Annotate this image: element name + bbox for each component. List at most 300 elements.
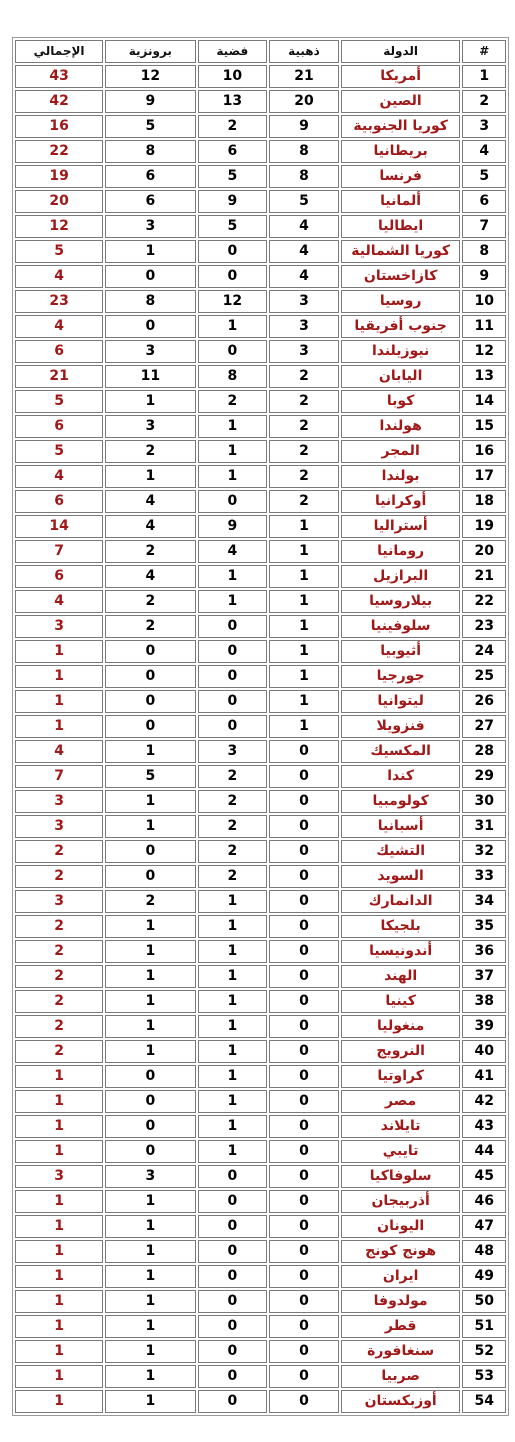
rank-cell: 23 xyxy=(462,615,506,638)
bronze-cell: 0 xyxy=(105,640,195,663)
total-cell: 1 xyxy=(15,640,103,663)
table-row xyxy=(15,1015,506,1038)
table-row xyxy=(15,440,506,463)
gold-cell: 0 xyxy=(269,1115,339,1138)
table-row xyxy=(15,940,506,963)
rank-cell: 30 xyxy=(462,790,506,813)
country-cell: قطر xyxy=(341,1315,461,1338)
gold-cell: 1 xyxy=(269,540,339,563)
country-cell: بيلاروسيا xyxy=(341,590,461,613)
bronze-cell: 0 xyxy=(105,1090,195,1113)
silver-cell: 0 xyxy=(198,1340,268,1363)
gold-cell: 0 xyxy=(269,1365,339,1388)
silver-cell: 1 xyxy=(198,590,268,613)
silver-cell: 2 xyxy=(198,865,268,888)
total-cell: 23 xyxy=(15,290,103,313)
table-row xyxy=(15,1265,506,1288)
gold-cell: 1 xyxy=(269,690,339,713)
silver-cell: 0 xyxy=(198,1390,268,1413)
rank-cell: 24 xyxy=(462,640,506,663)
silver-cell: 9 xyxy=(198,515,268,538)
silver-cell: 0 xyxy=(198,1290,268,1313)
bronze-cell: 1 xyxy=(105,815,195,838)
total-cell: 43 xyxy=(15,65,103,88)
country-cell: كندا xyxy=(341,765,461,788)
header-silver: فضية xyxy=(198,40,268,63)
total-cell: 22 xyxy=(15,140,103,163)
gold-cell: 3 xyxy=(269,315,339,338)
silver-cell: 5 xyxy=(198,165,268,188)
gold-cell: 4 xyxy=(269,240,339,263)
total-cell: 3 xyxy=(15,815,103,838)
gold-cell: 0 xyxy=(269,1140,339,1163)
country-cell: النرويج xyxy=(341,1040,461,1063)
silver-cell: 0 xyxy=(198,1215,268,1238)
total-cell: 5 xyxy=(15,390,103,413)
table-row xyxy=(15,65,506,88)
bronze-cell: 0 xyxy=(105,315,195,338)
total-cell: 6 xyxy=(15,565,103,588)
country-cell: أوكرانيا xyxy=(341,490,461,513)
table-row xyxy=(15,715,506,738)
total-cell: 1 xyxy=(15,715,103,738)
table-row xyxy=(15,740,506,763)
silver-cell: 4 xyxy=(198,540,268,563)
total-cell: 4 xyxy=(15,465,103,488)
gold-cell: 0 xyxy=(269,965,339,988)
total-cell: 1 xyxy=(15,665,103,688)
rank-cell: 6 xyxy=(462,190,506,213)
bronze-cell: 0 xyxy=(105,265,195,288)
total-cell: 2 xyxy=(15,1015,103,1038)
bronze-cell: 1 xyxy=(105,915,195,938)
gold-cell: 1 xyxy=(269,615,339,638)
table-row xyxy=(15,340,506,363)
table-row xyxy=(15,815,506,838)
silver-cell: 0 xyxy=(198,615,268,638)
table-row xyxy=(15,115,506,138)
bronze-cell: 1 xyxy=(105,965,195,988)
silver-cell: 1 xyxy=(198,415,268,438)
total-cell: 4 xyxy=(15,590,103,613)
gold-cell: 0 xyxy=(269,890,339,913)
country-cell: التشيك xyxy=(341,840,461,863)
country-cell: ايطاليا xyxy=(341,215,461,238)
table-row xyxy=(15,265,506,288)
gold-cell: 0 xyxy=(269,1190,339,1213)
country-cell: نيوزيلندا xyxy=(341,340,461,363)
rank-cell: 45 xyxy=(462,1165,506,1188)
total-cell: 1 xyxy=(15,1190,103,1213)
bronze-cell: 3 xyxy=(105,415,195,438)
table-row xyxy=(15,615,506,638)
total-cell: 7 xyxy=(15,765,103,788)
country-cell: صربيا xyxy=(341,1365,461,1388)
silver-cell: 1 xyxy=(198,1140,268,1163)
bronze-cell: 6 xyxy=(105,190,195,213)
total-cell: 2 xyxy=(15,840,103,863)
country-cell: منغوليا xyxy=(341,1015,461,1038)
bronze-cell: 9 xyxy=(105,90,195,113)
country-cell: أمريكا xyxy=(341,65,461,88)
bronze-cell: 2 xyxy=(105,615,195,638)
total-cell: 1 xyxy=(15,1265,103,1288)
silver-cell: 1 xyxy=(198,890,268,913)
bronze-cell: 8 xyxy=(105,290,195,313)
silver-cell: 1 xyxy=(198,440,268,463)
table-row xyxy=(15,915,506,938)
gold-cell: 5 xyxy=(269,190,339,213)
table-row xyxy=(15,465,506,488)
country-cell: هولندا xyxy=(341,415,461,438)
bronze-cell: 0 xyxy=(105,715,195,738)
rank-cell: 18 xyxy=(462,490,506,513)
bronze-cell: 3 xyxy=(105,1165,195,1188)
bronze-cell: 0 xyxy=(105,1065,195,1088)
country-cell: تايلاند xyxy=(341,1115,461,1138)
total-cell: 2 xyxy=(15,865,103,888)
country-cell: المجر xyxy=(341,440,461,463)
bronze-cell: 1 xyxy=(105,1215,195,1238)
country-cell: كوريا الجنوبية xyxy=(341,115,461,138)
gold-cell: 9 xyxy=(269,115,339,138)
table-row xyxy=(15,1040,506,1063)
rank-cell: 4 xyxy=(462,140,506,163)
rank-cell: 29 xyxy=(462,765,506,788)
bronze-cell: 1 xyxy=(105,940,195,963)
rank-cell: 32 xyxy=(462,840,506,863)
country-cell: سلوفينيا xyxy=(341,615,461,638)
gold-cell: 0 xyxy=(269,1065,339,1088)
silver-cell: 9 xyxy=(198,190,268,213)
total-cell: 1 xyxy=(15,1365,103,1388)
rank-cell: 42 xyxy=(462,1090,506,1113)
total-cell: 5 xyxy=(15,240,103,263)
rank-cell: 52 xyxy=(462,1340,506,1363)
table-row xyxy=(15,315,506,338)
bronze-cell: 1 xyxy=(105,790,195,813)
table-row xyxy=(15,765,506,788)
country-cell: مصر xyxy=(341,1090,461,1113)
gold-cell: 3 xyxy=(269,290,339,313)
rank-cell: 2 xyxy=(462,90,506,113)
table-row xyxy=(15,490,506,513)
table-row xyxy=(15,215,506,238)
rank-cell: 34 xyxy=(462,890,506,913)
gold-cell: 1 xyxy=(269,665,339,688)
country-cell: السويد xyxy=(341,865,461,888)
table-body xyxy=(15,65,506,1413)
gold-cell: 0 xyxy=(269,1290,339,1313)
gold-cell: 1 xyxy=(269,715,339,738)
gold-cell: 0 xyxy=(269,1215,339,1238)
country-cell: كوبا xyxy=(341,390,461,413)
gold-cell: 2 xyxy=(269,465,339,488)
rank-cell: 51 xyxy=(462,1315,506,1338)
silver-cell: 1 xyxy=(198,315,268,338)
silver-cell: 5 xyxy=(198,215,268,238)
table-row xyxy=(15,140,506,163)
country-cell: كازاخستان xyxy=(341,265,461,288)
bronze-cell: 1 xyxy=(105,740,195,763)
bronze-cell: 12 xyxy=(105,65,195,88)
total-cell: 3 xyxy=(15,615,103,638)
bronze-cell: 1 xyxy=(105,1240,195,1263)
bronze-cell: 2 xyxy=(105,540,195,563)
table-row xyxy=(15,1190,506,1213)
rank-cell: 39 xyxy=(462,1015,506,1038)
total-cell: 12 xyxy=(15,215,103,238)
silver-cell: 2 xyxy=(198,815,268,838)
gold-cell: 0 xyxy=(269,1165,339,1188)
silver-cell: 1 xyxy=(198,565,268,588)
rank-cell: 37 xyxy=(462,965,506,988)
country-cell: كوريا الشمالية xyxy=(341,240,461,263)
table-row xyxy=(15,690,506,713)
rank-cell: 27 xyxy=(462,715,506,738)
table-row xyxy=(15,640,506,663)
country-cell: ليتوانيا xyxy=(341,690,461,713)
bronze-cell: 0 xyxy=(105,665,195,688)
bronze-cell: 8 xyxy=(105,140,195,163)
country-cell: أذربيجان xyxy=(341,1190,461,1213)
table-row xyxy=(15,90,506,113)
total-cell: 1 xyxy=(15,1065,103,1088)
total-cell: 1 xyxy=(15,690,103,713)
silver-cell: 2 xyxy=(198,115,268,138)
total-cell: 1 xyxy=(15,1215,103,1238)
country-cell: الصين xyxy=(341,90,461,113)
silver-cell: 0 xyxy=(198,1165,268,1188)
country-cell: كراوتيا xyxy=(341,1065,461,1088)
rank-cell: 19 xyxy=(462,515,506,538)
table-row xyxy=(15,1365,506,1388)
header-rank: # xyxy=(462,40,506,63)
table-row xyxy=(15,865,506,888)
silver-cell: 6 xyxy=(198,140,268,163)
header-total: الإجمالي xyxy=(15,40,103,63)
bronze-cell: 5 xyxy=(105,765,195,788)
total-cell: 14 xyxy=(15,515,103,538)
total-cell: 1 xyxy=(15,1340,103,1363)
country-cell: كولومبيا xyxy=(341,790,461,813)
table-row xyxy=(15,1390,506,1413)
silver-cell: 1 xyxy=(198,940,268,963)
gold-cell: 20 xyxy=(269,90,339,113)
gold-cell: 0 xyxy=(269,1040,339,1063)
rank-cell: 16 xyxy=(462,440,506,463)
total-cell: 5 xyxy=(15,440,103,463)
country-cell: جنوب أفريقيا xyxy=(341,315,461,338)
table-row xyxy=(15,565,506,588)
country-cell: كينيا xyxy=(341,990,461,1013)
silver-cell: 0 xyxy=(198,490,268,513)
table-row xyxy=(15,1090,506,1113)
bronze-cell: 1 xyxy=(105,1365,195,1388)
rank-cell: 8 xyxy=(462,240,506,263)
table-row xyxy=(15,540,506,563)
silver-cell: 2 xyxy=(198,765,268,788)
rank-cell: 1 xyxy=(462,65,506,88)
bronze-cell: 1 xyxy=(105,1340,195,1363)
country-cell: أسبانيا xyxy=(341,815,461,838)
table-row xyxy=(15,1215,506,1238)
total-cell: 6 xyxy=(15,490,103,513)
total-cell: 4 xyxy=(15,740,103,763)
bronze-cell: 3 xyxy=(105,215,195,238)
total-cell: 16 xyxy=(15,115,103,138)
gold-cell: 0 xyxy=(269,865,339,888)
silver-cell: 8 xyxy=(198,365,268,388)
table-row xyxy=(15,1065,506,1088)
gold-cell: 0 xyxy=(269,1340,339,1363)
gold-cell: 2 xyxy=(269,415,339,438)
rank-cell: 17 xyxy=(462,465,506,488)
rank-cell: 3 xyxy=(462,115,506,138)
bronze-cell: 1 xyxy=(105,1390,195,1413)
gold-cell: 1 xyxy=(269,565,339,588)
total-cell: 1 xyxy=(15,1090,103,1113)
table-row xyxy=(15,290,506,313)
silver-cell: 2 xyxy=(198,840,268,863)
silver-cell: 2 xyxy=(198,390,268,413)
total-cell: 4 xyxy=(15,315,103,338)
silver-cell: 12 xyxy=(198,290,268,313)
silver-cell: 2 xyxy=(198,790,268,813)
total-cell: 2 xyxy=(15,965,103,988)
country-cell: اليابان xyxy=(341,365,461,388)
gold-cell: 0 xyxy=(269,1090,339,1113)
bronze-cell: 1 xyxy=(105,1190,195,1213)
rank-cell: 12 xyxy=(462,340,506,363)
bronze-cell: 2 xyxy=(105,890,195,913)
table-row xyxy=(15,990,506,1013)
gold-cell: 0 xyxy=(269,840,339,863)
bronze-cell: 1 xyxy=(105,240,195,263)
bronze-cell: 1 xyxy=(105,990,195,1013)
country-cell: ايران xyxy=(341,1265,461,1288)
rank-cell: 49 xyxy=(462,1265,506,1288)
silver-cell: 1 xyxy=(198,465,268,488)
gold-cell: 2 xyxy=(269,490,339,513)
table-row xyxy=(15,590,506,613)
rank-cell: 44 xyxy=(462,1140,506,1163)
table-row xyxy=(15,365,506,388)
gold-cell: 0 xyxy=(269,1265,339,1288)
table-row xyxy=(15,1290,506,1313)
country-cell: الهند xyxy=(341,965,461,988)
silver-cell: 0 xyxy=(198,340,268,363)
silver-cell: 10 xyxy=(198,65,268,88)
country-cell: فرنسا xyxy=(341,165,461,188)
bronze-cell: 1 xyxy=(105,390,195,413)
country-cell: بريطانيا xyxy=(341,140,461,163)
gold-cell: 1 xyxy=(269,590,339,613)
silver-cell: 1 xyxy=(198,1015,268,1038)
bronze-cell: 0 xyxy=(105,840,195,863)
bronze-cell: 1 xyxy=(105,1015,195,1038)
rank-cell: 14 xyxy=(462,390,506,413)
rank-cell: 40 xyxy=(462,1040,506,1063)
country-cell: أوزبكستان xyxy=(341,1390,461,1413)
gold-cell: 2 xyxy=(269,440,339,463)
country-cell: هونج كونج xyxy=(341,1240,461,1263)
header-country: الدولة xyxy=(341,40,461,63)
rank-cell: 50 xyxy=(462,1290,506,1313)
total-cell: 2 xyxy=(15,990,103,1013)
header-gold: ذهبية xyxy=(269,40,339,63)
gold-cell: 1 xyxy=(269,515,339,538)
rank-cell: 9 xyxy=(462,265,506,288)
total-cell: 4 xyxy=(15,265,103,288)
silver-cell: 0 xyxy=(198,690,268,713)
silver-cell: 1 xyxy=(198,1040,268,1063)
silver-cell: 0 xyxy=(198,1190,268,1213)
rank-cell: 35 xyxy=(462,915,506,938)
country-cell: سنغافورة xyxy=(341,1340,461,1363)
silver-cell: 0 xyxy=(198,715,268,738)
bronze-cell: 1 xyxy=(105,465,195,488)
gold-cell: 0 xyxy=(269,740,339,763)
total-cell: 21 xyxy=(15,365,103,388)
gold-cell: 0 xyxy=(269,1315,339,1338)
gold-cell: 0 xyxy=(269,990,339,1013)
gold-cell: 4 xyxy=(269,265,339,288)
total-cell: 6 xyxy=(15,415,103,438)
bronze-cell: 5 xyxy=(105,115,195,138)
rank-cell: 33 xyxy=(462,865,506,888)
rank-cell: 38 xyxy=(462,990,506,1013)
silver-cell: 1 xyxy=(198,990,268,1013)
table-row xyxy=(15,965,506,988)
bronze-cell: 1 xyxy=(105,1290,195,1313)
silver-cell: 1 xyxy=(198,1065,268,1088)
table-row xyxy=(15,1165,506,1188)
table-row xyxy=(15,515,506,538)
total-cell: 1 xyxy=(15,1140,103,1163)
country-cell: فنزويلا xyxy=(341,715,461,738)
gold-cell: 2 xyxy=(269,390,339,413)
table-row xyxy=(15,165,506,188)
bronze-cell: 3 xyxy=(105,340,195,363)
gold-cell: 0 xyxy=(269,1015,339,1038)
country-cell: أثيوبيا xyxy=(341,640,461,663)
gold-cell: 8 xyxy=(269,140,339,163)
table-row xyxy=(15,665,506,688)
country-cell: مولدوفا xyxy=(341,1290,461,1313)
country-cell: اليونان xyxy=(341,1215,461,1238)
bronze-cell: 1 xyxy=(105,1315,195,1338)
table-row xyxy=(15,415,506,438)
country-cell: سلوفاكيا xyxy=(341,1165,461,1188)
country-cell: بولندا xyxy=(341,465,461,488)
gold-cell: 1 xyxy=(269,640,339,663)
total-cell: 3 xyxy=(15,890,103,913)
bronze-cell: 0 xyxy=(105,1140,195,1163)
bronze-cell: 4 xyxy=(105,515,195,538)
country-cell: بلجيكا xyxy=(341,915,461,938)
total-cell: 3 xyxy=(15,790,103,813)
country-cell: أندونيسيا xyxy=(341,940,461,963)
rank-cell: 31 xyxy=(462,815,506,838)
country-cell: ألمانيا xyxy=(341,190,461,213)
bronze-cell: 11 xyxy=(105,365,195,388)
total-cell: 7 xyxy=(15,540,103,563)
total-cell: 2 xyxy=(15,915,103,938)
gold-cell: 0 xyxy=(269,815,339,838)
silver-cell: 0 xyxy=(198,1365,268,1388)
rank-cell: 15 xyxy=(462,415,506,438)
